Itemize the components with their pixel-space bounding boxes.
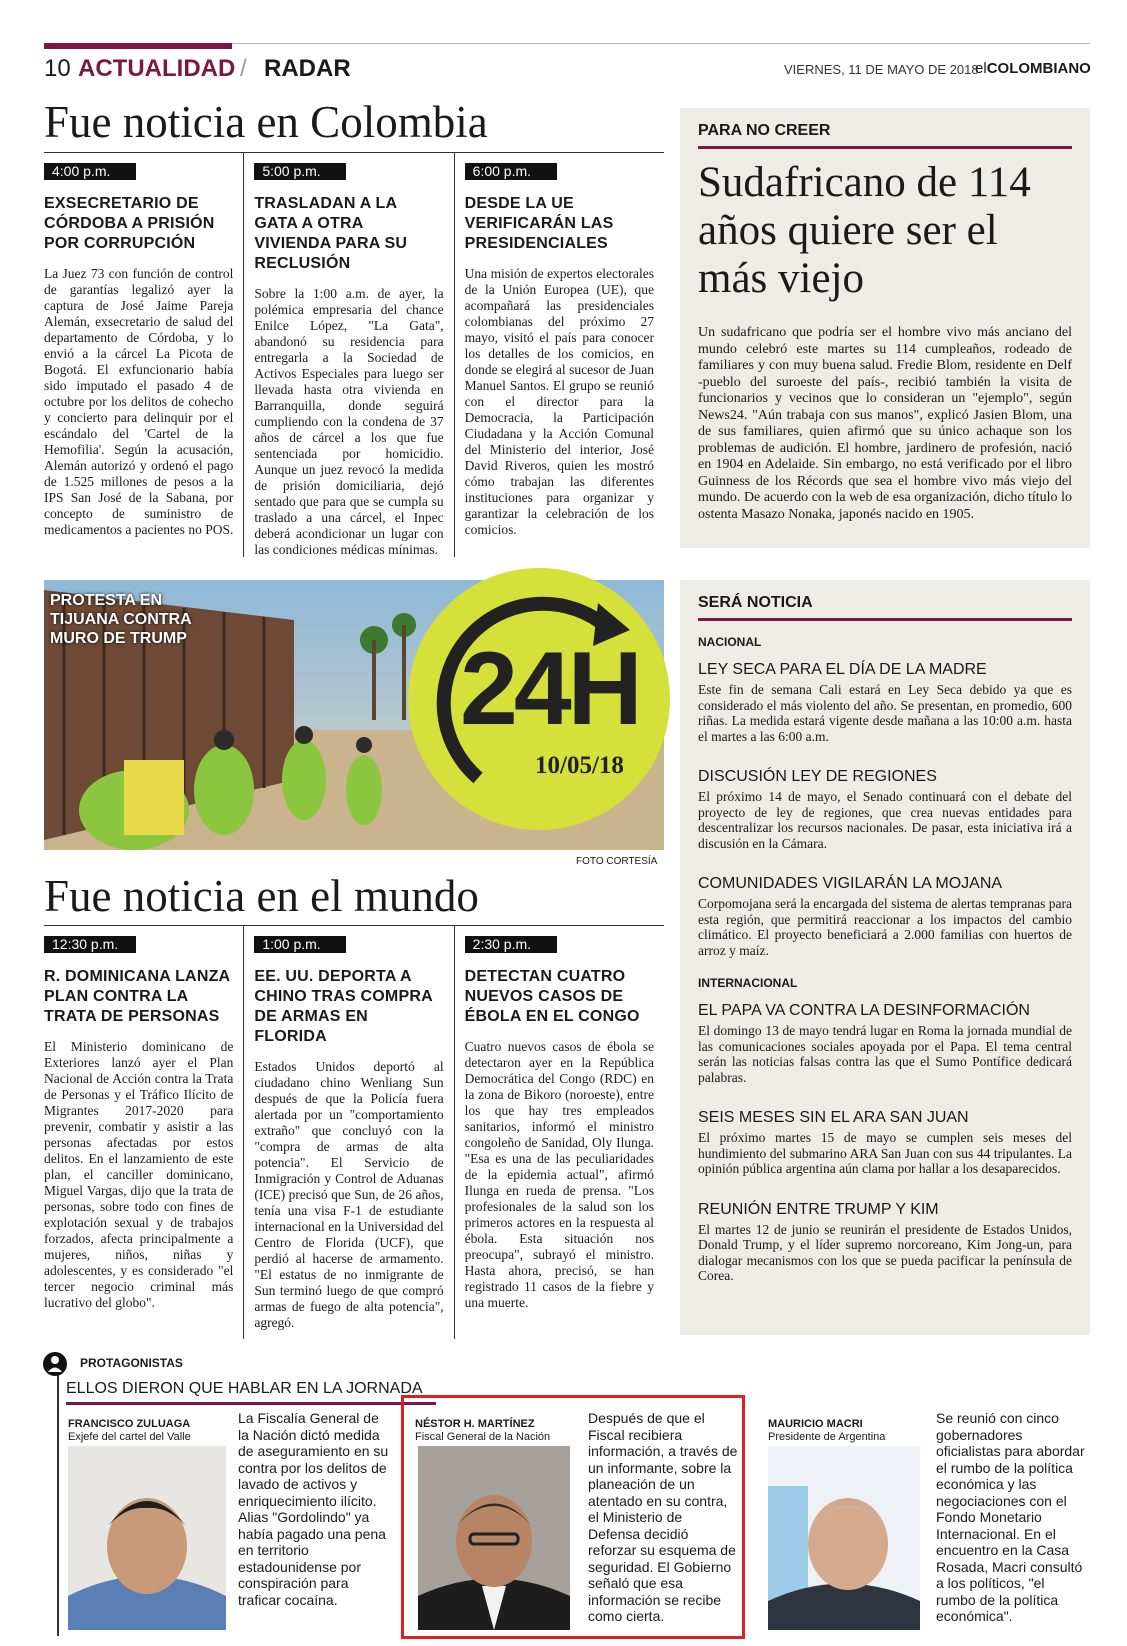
logo-name: COLOMBIANO: [986, 60, 1091, 77]
news-body: Una misión de expertos electorales de la Unión Europea (UE), que acompañará las presidenciales colombianas del próximo 27 mayo, visitó el país para conocer los detalles de los comicios, en donde se elegirá al sucesor de Juan Manuel Santos. El grupo se reunió con el director para la Democracia, la Participación Ciudadana y la Acción Comunal del Ministerio del interior, José David Riveros, quien les mostró cómo trabajan las diferentes instituciones para organizar y garantizar la celebración de los comicios.: [464, 266, 654, 537]
panel-headline: Sudafricano de 114 años quiere ser el más viejo: [698, 159, 1031, 302]
news-column: [243, 926, 453, 1339]
time-badge: 1:00 p.m.: [254, 936, 346, 953]
news-column: [454, 153, 664, 557]
section-separator: /: [240, 55, 247, 82]
protagonist-name: NÉSTOR H. MARTÍNEZ: [415, 1418, 535, 1430]
protagonist-role: Exjefe del cartel del Valle: [68, 1431, 191, 1443]
protagonist-role: Fiscal General de la Nación: [415, 1431, 551, 1443]
brief-body: El próximo martes 15 de mayo se cumplen seis meses del hundimiento del submarino ARA San Juan con sus 44 tripulantes. La opinión pública argentina aún clama por hallar a los desaparecidos.: [698, 1130, 1072, 1176]
news-column: [454, 926, 664, 1339]
logo-prefix: el: [975, 60, 987, 77]
photo-credit: FOTO CORTESÍA: [576, 856, 658, 867]
news-headline: TRASLADAN A LA GATA A OTRA VIVIENDA PARA SU RECLUSIÓN: [254, 195, 408, 272]
brief-body: El martes 12 de junio se reunirán el presidente de Estados Unidos, Donald Trump, y el líder supremo norcoreano, Kim Jong-un, para dialogar mecanismos con los que se pueda pacificar la península de Corea.: [698, 1221, 1072, 1283]
news-headline: DETECTAN CUATRO NUEVOS CASOS DE ÉBOLA EN EL CONGO: [464, 968, 640, 1025]
24h-label: 24H: [460, 631, 639, 747]
brief-body: El domingo 13 de mayo tendrá lugar en Roma la jornada mundial de las comunicaciones sociales apoyada por el Papa. El tema central serán las noticias falsas contra las que el Sumo Pontífice dedicará palabras.: [698, 1023, 1072, 1085]
news-body: Estados Unidos deportó al ciudadano chino Wenliang Sun después de que la Policía fuera alertada por un "comportamiento extraño" que concluyó con la "compra de armas de alta potencia". El Servicio de Inmigración y Control de Aduanas (ICE) precisó que Sun, de 26 años, tenía una visa F-1 de estudiante internacional en la Universidad del Centro de Florida (UCF), que perdió al hacerse de armamento. "El estatus de no inmigrante de Sun terminó luego de que compró armas de fuego de alta potencia", agregó.: [254, 1059, 444, 1330]
protagonist-photo: [68, 1446, 226, 1630]
time-badge: 5:00 p.m.: [254, 163, 346, 180]
brief-body: Corpomojana será la encargada del sistema de alertas tempranas para esta región, que permitirá reaccionar a los impactos del cambio climático. El proyecto beneficiará a 2.000 familias con huertos de arroz y maíz.: [698, 896, 1072, 958]
news-column: [243, 153, 453, 557]
mundo-section-title: Fue noticia en el mundo: [44, 871, 479, 921]
colombia-news-columns: [44, 152, 664, 557]
brief-headline: REUNIÓN ENTRE TRUMP Y KIM: [698, 1200, 939, 1218]
colombia-section-title: Fue noticia en Colombia: [44, 97, 488, 147]
brief-headline: EL PAPA VA CONTRA LA DESINFORMACIÓN: [698, 1002, 1030, 1019]
protagonist-quote: Se reunió con cinco gobernadores oficialistas para abordar el rumbo de la política económica y las negociaciones con el Fondo Monetario Internacional. En el encuentro en la Casa Rosada, Macri consultó a los políticos, "el rumbo de la política económica".: [936, 1410, 1085, 1624]
brief-headline: SEIS MESES SIN EL ARA SAN JUAN: [698, 1109, 969, 1126]
subsection-internacional: INTERNACIONAL: [698, 976, 798, 990]
news-column: [44, 153, 243, 557]
news-headline: EE. UU. DEPORTA A CHINO TRAS COMPRA DE ARMAS EN FLORIDA: [254, 968, 433, 1045]
news-body: La Juez 73 con función de control de garantías legalizó ayer la captura de José Jaime Pareja Alemán, exsecretario de salud del departamento de Córdoba, y lo envió a la cárcel La Picota de Bogotá. El exfuncionario había sido imputado el pasado 4 de octubre por los delitos de cohecho y concierto para delinquir por el escándalo del 'Cartel de la Hemofilia'. Según la acusación, Alemán autorizó y ordenó el pago de 1.525 millones de pesos a la IPS San José de la Sabana, por concepto de suministro de medicamentos a pacientes no POS.: [44, 266, 234, 537]
time-badge: 2:30 p.m.: [465, 936, 557, 953]
protagonist-name: MAURICIO MACRI: [768, 1418, 863, 1430]
subsection-nacional: NACIONAL: [698, 635, 762, 649]
protagonistas-kicker: PROTAGONISTAS: [80, 1356, 183, 1370]
brief-headline: COMUNIDADES VIGILARÁN LA MOJANA: [698, 875, 1003, 892]
photo-caption: [50, 591, 192, 648]
panel-kicker: PARA NO CREER: [698, 122, 1072, 149]
page-number: 10: [44, 55, 71, 82]
news-column: [44, 926, 243, 1339]
header-date: VIERNES, 11 DE MAYO DE 2018: [784, 62, 979, 77]
brief-headline: LEY SECA PARA EL DÍA DE LA MADRE: [698, 661, 987, 678]
brief-body: El próximo 14 de mayo, el Senado continuará con el debate del proyecto de ley de regiones, que crea nuevas entidades para descentralizar los recursos nacionales. De pasar, esta iniciativa irá a discusión en la Cámara.: [698, 789, 1072, 851]
mundo-news-columns: [44, 925, 664, 1339]
para-no-creer-panel: [680, 108, 1090, 548]
protagonist-quote: La Fiscalía General de la Nación dictó medida de aseguramiento en su contra por los delitos de lavado de activos y enriquecimiento ilícito. Alias "Gordolindo" ya había pagado una pena en territorio estadounidense por conspiración para traficar cocaína.: [238, 1410, 389, 1608]
photo-caption-line: PROTESTA EN: [50, 592, 163, 609]
protagonist-quote: Después de que el Fiscal recibiera información, a través de un informante, sobre la planeación de un atentado en su contra, el Ministerio de Defensa decidió reforzar su esquema de seguridad. El Gobierno señaló que esa información se recibe como cierta.: [588, 1410, 738, 1624]
brief-headline: DISCUSIÓN LEY DE REGIONES: [698, 768, 937, 785]
panel-body: Un sudafricano que podría ser el hombre vivo más anciano del mundo celebró este martes su 114 cumpleaños, rodeado de familiares y con muy buena salud. Fredie Blom, residente en Delf -pueblo del suroeste del país-, recibió también la visita de funcionarios y vecinos que lo consideran un "ejemplo", según News24. "Aún trabaja con sus manos", explicó Jasien Blom, una de sus familiares, quien afirmó que su único achaque son los problemas de audición. El hombre, jardinero de profesión, nació en 1904 en Adelaide. Sin embargo, no está verificado por el libro Guinness de los Récords que sea el hombre vivo más viejo del mundo. De acuerdo con la web de esa organización, dicho título lo ostenta Masazo Nonaka, japonés nacido en 1905.: [698, 325, 1072, 522]
sera-noticia-panel: [680, 580, 1090, 1335]
news-body: El Ministerio dominicano de Exteriores lanzó ayer el Plan Nacional de Acción contra la Trata de Personas y el Tráfico Ilícito de Migrantes 2017-2020 para prevenir, combatir y asistir a las personas afectadas por estos delitos. En el lanzamiento de este plan, el canciller dominicano, Miguel Vargas, dijo que la trata de personas, sobre todo con fines de explotación sexual y de trabajos forzados, afecta principalmente a mujeres, niños, niñas y adolescentes, y es considerado "el tercer negocio criminal más lucrativo del globo".: [44, 1039, 234, 1310]
photo-caption-line: TIJUANA CONTRA: [50, 611, 192, 628]
section-accent-bar: [44, 43, 232, 49]
person-icon: [43, 1352, 67, 1376]
24h-date: 10/05/18: [535, 752, 624, 779]
highlight-box: [401, 1395, 745, 1639]
photo-caption-line: MURO DE TRUMP: [50, 630, 187, 647]
time-badge: 6:00 p.m.: [465, 163, 557, 180]
protagonist-name: FRANCISCO ZULUAGA: [68, 1418, 191, 1430]
protagonistas-rule: [57, 1364, 59, 1636]
time-badge: 12:30 p.m.: [44, 936, 136, 953]
news-headline: R. DOMINICANA LANZA PLAN CONTRA LA TRATA DE PERSONAS: [44, 968, 230, 1025]
news-body: Sobre la 1:00 a.m. de ayer, la polémica empresaria del chance Enilce López, "La Gata", abandonó su residencia para entregarla a la Sociedad de Activos Especiales para luego ser llevada hasta otra vivienda en Barranquilla, donde seguirá cumpliendo con la condena de 37 años de cárcel a los que fue sentenciada por homicidio. Aunque un juez revocó la medida de prisión domiciliaria, dejó sentado que para que se cumpla su traslado a una cárcel, el Inpec deberá acondicionar un lugar con las condiciones médicas mínimas.: [254, 286, 444, 557]
protagonist-role: Presidente de Argentina: [768, 1431, 886, 1443]
panel-kicker: SERÁ NOTICIA: [698, 594, 1072, 621]
subsection-label: RADAR: [264, 55, 351, 82]
time-badge: 4:00 p.m.: [44, 163, 136, 180]
news-headline: EXSECRETARIO DE CÓRDOBA A PRISIÓN POR CORRUPCIÓN: [44, 195, 215, 252]
brief-body: Este fin de semana Cali estará en Ley Seca debido ya que es considerado el más violento del año. Se presentan, en promedio, 600 riñas. La medida estará vigente desde mañana a las 10:00 a.m. hasta el martes a las 6:00 a.m.: [698, 682, 1072, 744]
news-body: Cuatro nuevos casos de ébola se detectaron ayer en la República Democrática del Congo (RDC) en la zona de Bikoro (noroeste), entre los que hay tres empleados sanitarios, informó el ministro congoleño de Sanidad, Oly Ilunga. "Esa es una de las peculiaridades de la epidemia actual", afirmó Ilunga en rueda de prensa. "Los profesionales de la salud son los primeros actores en la respuesta al ébola. Esta situación nos preocupa", subrayó el ministro. Hasta ahora, precisó, se han registrado 11 casos de la fiebre y una muerte.: [464, 1039, 654, 1310]
news-headline: DESDE LA UE VERIFICARÁN LAS PRESIDENCIALES: [464, 195, 614, 252]
newspaper-logo: [975, 60, 1091, 77]
section-label: ACTUALIDAD: [78, 55, 236, 82]
protagonist-photo: [768, 1446, 920, 1630]
protagonistas-title: ELLOS DIERON QUE HABLAR EN LA JORNADA: [66, 1380, 436, 1405]
